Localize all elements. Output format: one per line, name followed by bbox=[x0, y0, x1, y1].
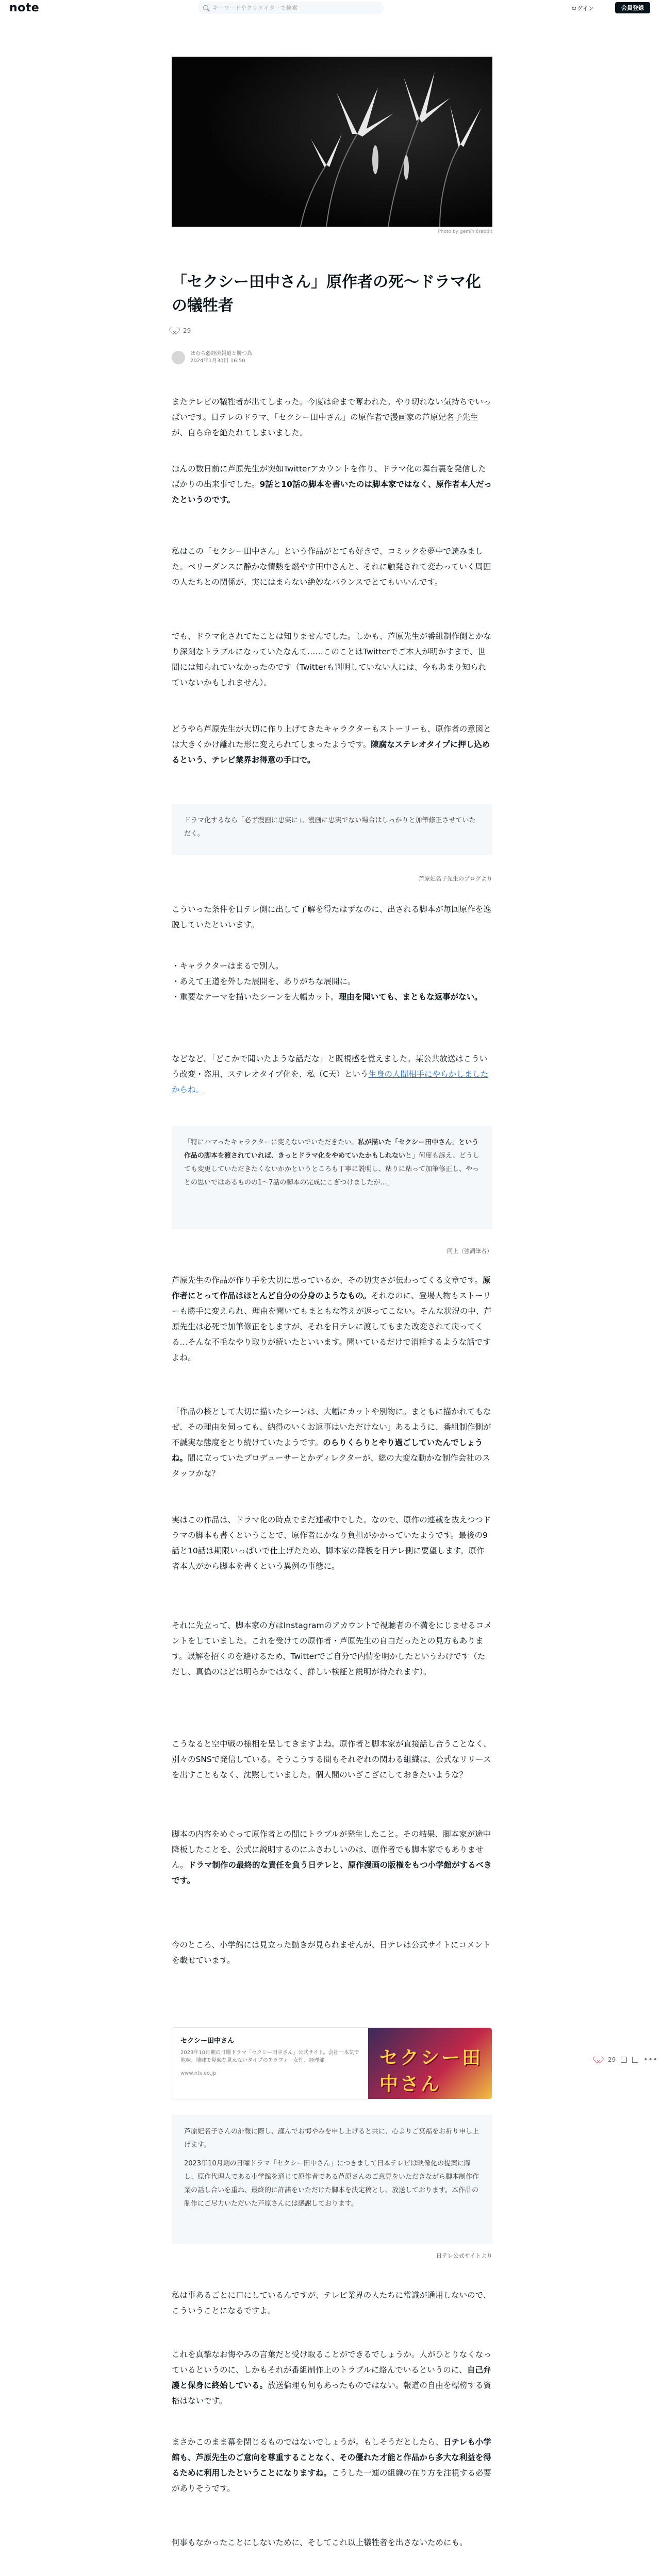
embed-url: www.ntv.co.jp bbox=[180, 2071, 217, 2076]
search-input[interactable] bbox=[212, 5, 377, 11]
lily-illustration bbox=[172, 57, 492, 227]
paragraph-8: 芦原先生の作品が作り手を大切に思っているか、その切実さが伝わってくる文章です。原作者にとって作品はほとんど自分の分身のようなもの。それなのに、登場人物もストーリーも勝手に変えられ、理由を聞いてもまともな答えが返ってこない。そんな状況の中、芦原先生は必死で加筆修正をしますが、それを日テレに渡してもまた改変されて戻ってくる…そんな不毛なやり取りが続いたといいます。聞いているだけで消耗するような話ですよね。 bbox=[172, 1276, 492, 1362]
paragraph-2: ほんの数日前に芦原先生が突如Twitterアカウントを作り、ドラマ化の舞台裏を発信したばかりの出来事でした。9話と10話の脚本を書いたのは脚本家ではなく、原作者本人だったというのです。 bbox=[172, 464, 492, 504]
paragraph-6: こういった条件を日テレ側に出して了解を得たはずなのに、出される脚本が毎回原作を逸脱していたといいます。 bbox=[172, 905, 491, 929]
inline-link[interactable]: 生身の人間相手にやらかしましたからね。 bbox=[172, 1070, 488, 1094]
side-like-count: 29 bbox=[608, 2056, 616, 2063]
paragraph-16: これを真摯なお悔やみの言葉だと受け取ることができるでしょうか。人がひとりなくなっているというのに、しかもそれが番組制作上のトラブルに絡んでいるというのに、自己弁護と保身に終始している。放送倫理も何もあったものではない。報道の自由を標榜する資格はないです。 bbox=[172, 2350, 491, 2405]
heart-icon[interactable] bbox=[172, 328, 179, 334]
embed-description: 2023年10月期の日曜ドラマ「セクシー田中さん」公式サイト。会社一本気で地味、地味で見楽な見えないタイプのアラフォー女性、経理部 bbox=[180, 2050, 359, 2063]
paragraph-12: こうなると空中戦の様相を呈してきますよね。原作者と脚本家が直接話し合うことなく、別々のSNSで発信している。そうこうする間もそれぞれの関わる組織は、公式なリリースを出すこともなく、沈黙していました。個人間のいざこざにしておきたいような？ bbox=[172, 1739, 491, 1780]
blockquote-3: 芦原妃名子さんの訃報に際し、謹んでお悔やみを申し上げると共に、心よりご冥福をお祈り申し上げます。 2023年10月期の日曜ドラマ「セクシー田中さん」につきまして日本テレビは映像化の提案に際し、原作代理人である小学館を通じて原作者である芦原さんのご意見をいただきながら脚本制作作業の話し合いを重ね、最終的に許諾をいただけた脚本を決定稿とし、放送しております。本作品の制作にご尽力いただいた芦原さんには感謝しております。 bbox=[172, 2115, 492, 2244]
heart-icon[interactable] bbox=[595, 2057, 603, 2063]
post-date: 2024年1月30日 16:50 bbox=[190, 358, 245, 364]
embed-thumbnail[interactable]: セクシー田中さん bbox=[368, 2028, 492, 2099]
paragraph-13: 脚本の内容をめぐって原作者との間にトラブルが発生したこと。その結果、脚本家が途中降板したことを、公式に説明するのにふさわしいのは、原作者でも脚本家でもありません。ドラマ制作の最終的な責任を負う日テレと、原作漫画の版権をもつ小学館がするべきです。 bbox=[172, 1829, 492, 1885]
paragraph-18: 何事もなかったことにしないために、そしてこれ以上犠牲者を出さないためにも。 bbox=[172, 2538, 468, 2547]
paragraph-5: どうやら芦原先生が大切に作り上げてきたキャラクターもストーリーも、原作者の意図とは大きくかけ離れた形に変えられてしまったようです。陳腐なステレオタイプに押し込めるという、テレビ業界お得意の手口で。 bbox=[172, 724, 491, 765]
quote-source-1: 芦原妃名子先生のブログより bbox=[419, 875, 492, 882]
paragraph-17: まさかこのまま幕を閉じるものではないでしょうが。もしそうだとしたら、日テレも小学館も、芦原先生のご意向を尊重することなく、その優れた才能と作品から多大な利益を得るために利用したということになりますね。こうした一連の組織の在り方を注視する必要がありそうです。 bbox=[172, 2437, 492, 2493]
list-item: ・キャラクターはまるで別人。 bbox=[172, 961, 284, 971]
search-icon bbox=[203, 5, 208, 10]
avatar[interactable] bbox=[172, 351, 185, 364]
blockquote-1: ドラマ化するなら「必ず漫画に忠実に」。漫画に忠実でない場合はしっかりと加筆修正させていただく。 bbox=[172, 804, 492, 855]
paragraph-4: でも、ドラマ化されてたことは知りませんでした。しかも、芦原先生が番組制作側とかなり深刻なトラブルになっていたなんて……このことはTwitterでご本人が明かすまで、世間には知られていなかったのです（Twitterも判明していない人には、今もあまり知られていないかもしれません）。 bbox=[172, 632, 492, 687]
paragraph-3: 私はこの「セクシー田中さん」という作品がとても好きで、コミックを夢中で読みました。ベリーダンスに静かな情熱を燃やす田中さんと、それに触発されて変わっていく周囲の人たちとの関係が、実にはまらない絶妙なバランスでとてもいいんです。 bbox=[172, 547, 491, 587]
note-logo[interactable]: note bbox=[9, 1, 40, 14]
signup-button[interactable]: 会員登録 bbox=[615, 2, 650, 13]
embed-title[interactable]: セクシー田中さん bbox=[180, 2037, 235, 2045]
like-count: 29 bbox=[183, 327, 191, 334]
paragraph-10: 実はこの作品は、ドラマ化の時点でまだ連載中でした。なので、原作の連載を抜えつつドラマの脚本も書くということで、原作者にかなり負担がかかっていたようです。最後の9話と10話は期限いっぱいで仕上げたため、脚本家の降板を日テレ側に要望します。原作者本人がから脚本を書くという異例の事態に。 bbox=[172, 1515, 491, 1571]
quote-source-3: 日テレ公式サイトより bbox=[436, 2252, 492, 2259]
list-item: ・重要なテーマを描いたシーンを大幅カット。理由を聞いても、まともな返事がない。 bbox=[172, 992, 483, 1002]
paragraph-7: などなど。「どこかで聞いたような話だな」と既視感を覚えました。某公共放送はこういう改変・盗用、ステレオタイプ化を、私（C天）という生身の人間相手にやらかしましたからね。 bbox=[172, 1054, 488, 1094]
paragraph-1: またテレビの犠牲者が出てしまった。今度は命まで奪われた。やり切れない気持ちでいっぱいです。日テレのドラマ、「セクシー田中さん」の原作者で漫画家の芦原妃名子先生が、自ら命を絶たれてしまいました。 bbox=[172, 397, 491, 437]
side-actions bbox=[595, 2056, 658, 2064]
share-icon[interactable] bbox=[632, 2057, 638, 2063]
photo-credit: Photo by gemini6rabbit bbox=[438, 229, 492, 234]
author-info[interactable] bbox=[172, 350, 252, 365]
paragraph-14: 今のところ、小学館には見立った動きが見られませんが、日テレは公式サイトにコメントを載せています。 bbox=[172, 1940, 491, 1965]
like-counter-top[interactable] bbox=[172, 327, 191, 334]
paragraph-15: 私は事あるごとに口にしているんですが、テレビ業界の人たちに常識が通用しないので、こういうことになるですよ。 bbox=[172, 2291, 491, 2315]
hero-image bbox=[172, 57, 492, 227]
author-name[interactable]: ほむら@経済報道と勝つ為 bbox=[190, 351, 252, 357]
article-title: 「セクシー田中さん」原作者の死〜ドラマ化の犠牲者 bbox=[172, 273, 481, 315]
login-link[interactable]: ログイン bbox=[571, 5, 594, 12]
paragraph-11: それに先立って、脚本家の方はInstagramのアカウントで視聴者の不満をにじませるコメントをしていました。これを受けての原作者・芦原先生の自白だったとの見方もあります。誤解を招くのを避けるため、Twitterでご自分で内情を明かしたというわけです（ただし、真偽のほどは明らかではなく、詳しい検証と説明が待たれます）。 bbox=[172, 1621, 492, 1676]
paragraph-9: 「作品の核として大切に描いたシーンは、大幅にカットや別物に。まともに描かれてもなぜ、その理由を伺っても、納得のいくお返事はいただけない」あるように、番組制作側が不誠実な態度をとり続けていたようです。のらりくらりとやり過ごしていたんでしょうね。間に立っていたプロデューサーとかディレクターが、総の大変な動かな制作会社のスタッフかな？ bbox=[172, 1407, 491, 1478]
blockquote-2: 「特にハマったキャラクターに変えないでいただきたい。私が描いた「セクシー田中さん」という作品の脚本を渡されていれば、きっとドラマ化をやめていたかもしれないと」何度も訴え、どうしても変更していただきたくないかかというところも丁寧に説明し、粘りに粘って加筆修正し、やっとの思いではあるものの1〜7話の脚本の完成にこぎつけましたが…」 bbox=[172, 1126, 492, 1229]
search-bar[interactable] bbox=[198, 2, 384, 14]
list-item: ・あえて王道を外した展開を、ありがちな展開に。 bbox=[172, 977, 356, 986]
more-icon[interactable]: ••• bbox=[643, 2056, 658, 2064]
quote-source-2: 同上（強調筆者） bbox=[447, 1248, 492, 1255]
comment-icon[interactable] bbox=[621, 2057, 627, 2063]
embed-card-ntv[interactable] bbox=[172, 2027, 492, 2099]
